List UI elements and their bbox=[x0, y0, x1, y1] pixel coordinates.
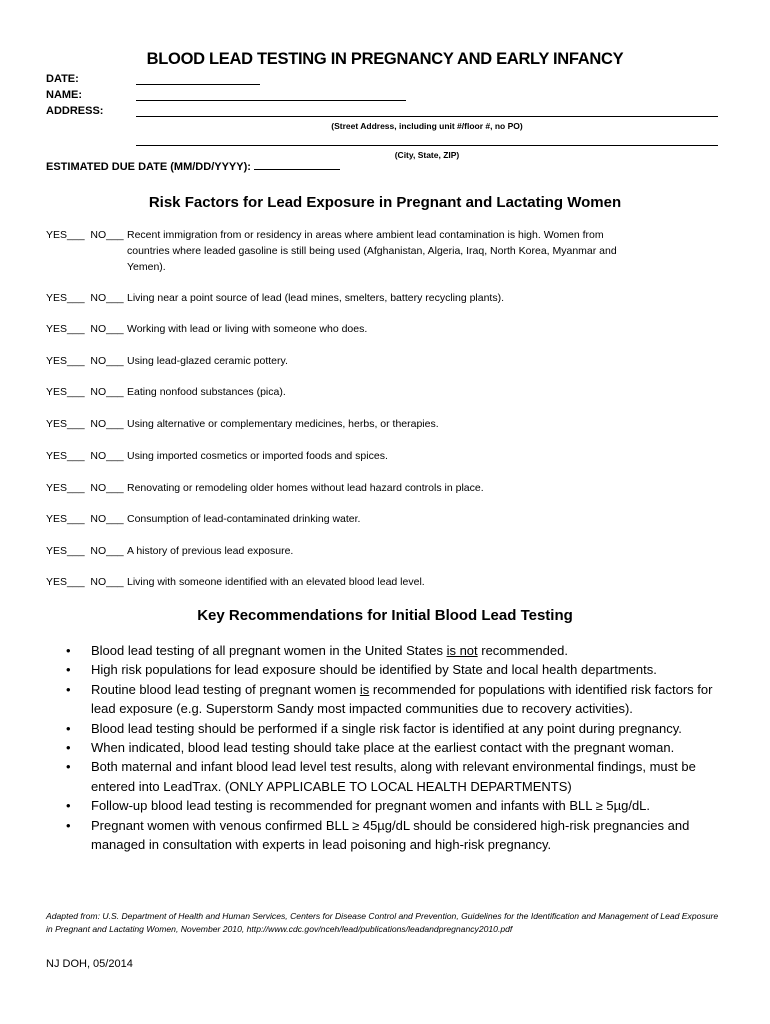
yes-no-choice[interactable] bbox=[46, 448, 124, 464]
no-option[interactable]: NO___ bbox=[90, 513, 124, 525]
risk-factor-text: Living near a point source of lead (lead mines, smelters, battery recycling plants). bbox=[127, 292, 505, 304]
yes-option[interactable]: YES___ bbox=[46, 450, 85, 462]
yes-no-choice[interactable] bbox=[46, 384, 124, 400]
yes-option[interactable]: YES___ bbox=[46, 482, 85, 494]
yes-no-choice[interactable] bbox=[46, 543, 124, 559]
yes-option[interactable]: YES___ bbox=[46, 418, 85, 430]
recommendations-heading: Key Recommendations for Initial Blood Lead Testing bbox=[197, 607, 573, 624]
recommendation-item: • Follow-up blood lead testing is recommended for pregnant women and infants with BLL ≥ 5µg/dL. bbox=[66, 796, 726, 815]
emphasis-is: is bbox=[359, 681, 370, 697]
street-address-field[interactable] bbox=[136, 116, 718, 117]
recommendations-list bbox=[66, 641, 726, 854]
due-date-row bbox=[46, 159, 340, 173]
risk-factor-text: Using lead-glazed ceramic pottery. bbox=[127, 355, 288, 367]
due-date-label: ESTIMATED DUE DATE (MM/DD/YYYY): bbox=[46, 161, 251, 173]
no-option[interactable]: NO___ bbox=[90, 418, 124, 430]
recommendation-item: • Pregnant women with venous confirmed BLL ≥ 45µg/dL should be considered high-risk pregnancies and managed in consultation with experts in lead poisoning and high-risk pregnancy. bbox=[66, 816, 726, 855]
yes-no-choice[interactable] bbox=[46, 353, 124, 369]
recommendation-item: • Routine blood lead testing of pregnant women is recommended for populations with identified risk factors for lead exposure (e.g. Superstorm Sandy most impacted communities due to recovery activities). bbox=[66, 680, 726, 719]
yes-option[interactable]: YES___ bbox=[46, 323, 85, 335]
form-code: NJ DOH, 05/2014 bbox=[46, 958, 133, 970]
no-option[interactable]: NO___ bbox=[90, 450, 124, 462]
no-option[interactable]: NO___ bbox=[90, 482, 124, 494]
no-option[interactable]: NO___ bbox=[90, 292, 124, 304]
risk-factors-heading: Risk Factors for Lead Exposure in Pregnant and Lactating Women bbox=[148, 194, 622, 211]
yes-option[interactable]: YES___ bbox=[46, 292, 85, 304]
yes-option[interactable]: YES___ bbox=[46, 229, 85, 241]
no-option[interactable]: NO___ bbox=[90, 576, 124, 588]
risk-factor-text: Working with lead or living with someone who does. bbox=[127, 323, 368, 335]
date-label: DATE: bbox=[46, 73, 79, 85]
recommendation-item: • Blood lead testing of all pregnant women in the United States is not recommended. bbox=[66, 641, 726, 660]
risk-factor-text: Recent immigration from or residency in areas where ambient lead contamination is high. Women from countries where leaded gasoline is still being used (Afghanistan, Algeria, Iraq, North Korea, Myanmar and Yemen). bbox=[127, 229, 617, 273]
emphasis-is-not: is not bbox=[446, 643, 478, 658]
risk-factor-text: Eating nonfood substances (pica). bbox=[127, 386, 286, 398]
recommendation-item: • Both maternal and infant blood lead level test results, along with relevant environmental findings, must be entered into LeadTrax. (ONLY APPLICABLE TO LOCAL HEALTH DEPARTMENTS) bbox=[66, 757, 726, 796]
yes-no-choice[interactable] bbox=[46, 227, 124, 243]
no-option[interactable]: NO___ bbox=[90, 545, 124, 557]
city-state-zip-field[interactable] bbox=[136, 145, 718, 146]
recommendation-item: • High risk populations for lead exposure should be identified by State and local health departments. bbox=[66, 660, 726, 679]
yes-no-choice[interactable] bbox=[46, 574, 124, 590]
yes-option[interactable]: YES___ bbox=[46, 513, 85, 525]
name-field[interactable] bbox=[136, 100, 406, 101]
no-option[interactable]: NO___ bbox=[90, 386, 124, 398]
yes-no-choice[interactable] bbox=[46, 480, 124, 496]
yes-option[interactable]: YES___ bbox=[46, 545, 85, 557]
date-field[interactable] bbox=[136, 84, 260, 85]
page-title: BLOOD LEAD TESTING IN PREGNANCY AND EARLY INFANCY bbox=[146, 50, 624, 68]
risk-factor-text: Using alternative or complementary medicines, herbs, or therapies. bbox=[127, 418, 439, 430]
no-option[interactable]: NO___ bbox=[90, 355, 124, 367]
yes-option[interactable]: YES___ bbox=[46, 355, 85, 367]
recommendation-item: • When indicated, blood lead testing should take place at the earliest contact with the pregnant woman. bbox=[66, 738, 726, 757]
yes-no-choice[interactable] bbox=[46, 290, 124, 306]
due-date-field[interactable] bbox=[254, 159, 340, 170]
street-address-caption: (Street Address, including unit #/floor #, no PO) bbox=[331, 121, 523, 131]
no-option[interactable]: NO___ bbox=[90, 323, 124, 335]
name-label: NAME: bbox=[46, 89, 83, 101]
risk-factor-text: A history of previous lead exposure. bbox=[127, 545, 294, 557]
source-footnote: Adapted from: U.S. Department of Health and Human Services, Centers for Disease Control and Prevention, Guidelines for the Identification and Management of Lead Exposure in Pregnant and Lactating Women, November 2010, http://www.cdc.gov/nceh/lead/publications/leadandpregnancy2010.pdf bbox=[46, 911, 719, 934]
yes-option[interactable]: YES___ bbox=[46, 576, 85, 588]
address-label: ADDRESS: bbox=[46, 105, 104, 117]
risk-factor-text: Living with someone identified with an elevated blood lead level. bbox=[127, 576, 425, 588]
recommendation-item: • Blood lead testing should be performed if a single risk factor is identified at any point during pregnancy. bbox=[66, 719, 726, 738]
yes-no-choice[interactable] bbox=[46, 511, 124, 527]
risk-factor-text: Using imported cosmetics or imported foods and spices. bbox=[127, 450, 388, 462]
yes-no-choice[interactable] bbox=[46, 321, 124, 337]
yes-no-choice[interactable] bbox=[46, 416, 124, 432]
risk-factor-text: Renovating or remodeling older homes without lead hazard controls in place. bbox=[127, 482, 484, 494]
no-option[interactable]: NO___ bbox=[90, 229, 124, 241]
yes-option[interactable]: YES___ bbox=[46, 386, 85, 398]
risk-factor-text: Consumption of lead-contaminated drinking water. bbox=[127, 513, 361, 525]
city-state-zip-caption: (City, State, ZIP) bbox=[394, 150, 460, 160]
